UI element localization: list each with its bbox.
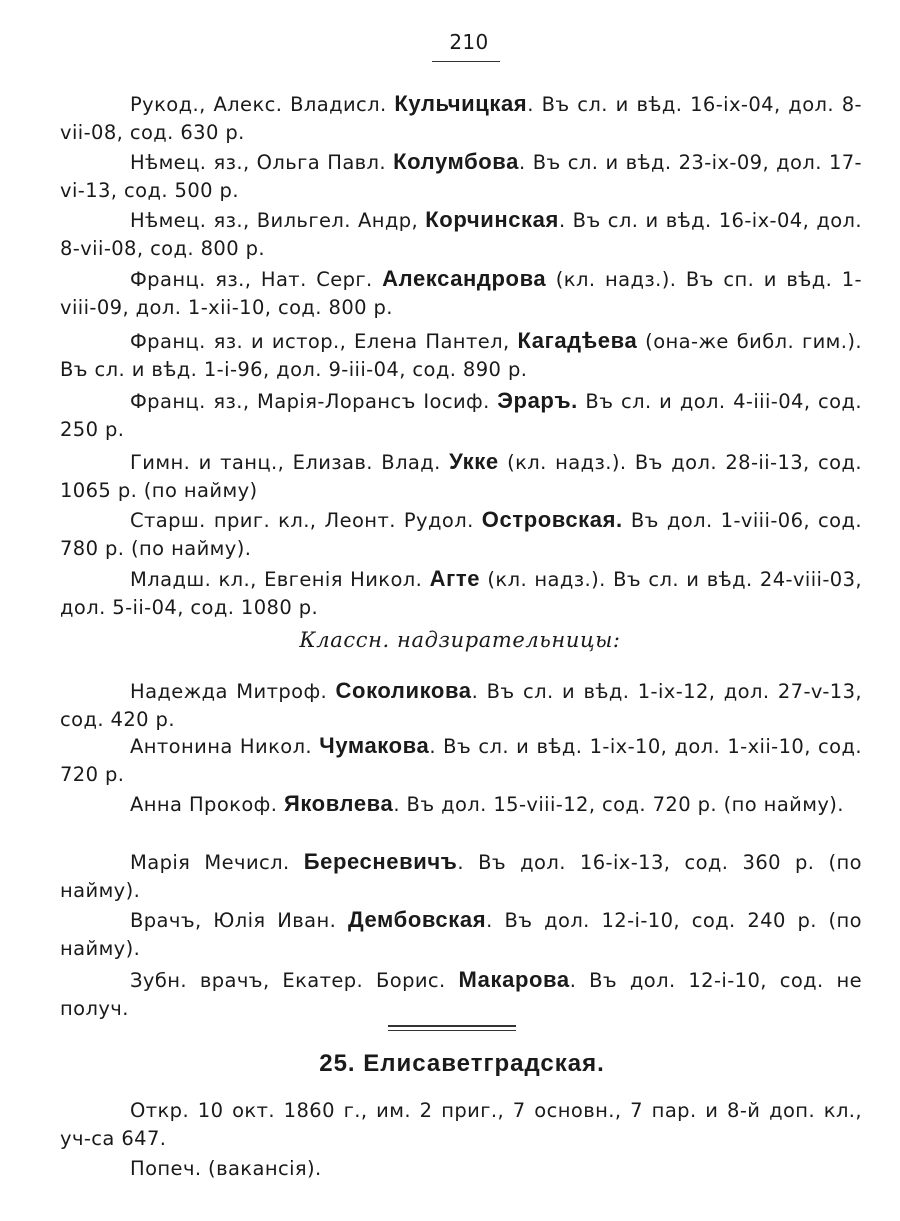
staff-entry xyxy=(60,90,862,147)
entry-surname: Корчинская xyxy=(425,207,559,232)
staff-entry xyxy=(60,565,862,622)
district-heading: 25. Елисаветградская. xyxy=(319,1050,605,1077)
entry-surname: Макарова xyxy=(458,967,570,992)
staff-entry xyxy=(60,790,862,819)
staff-entry xyxy=(60,848,862,905)
entry-surname: Укке xyxy=(449,449,499,474)
entry-role: Попеч. (вакансія). xyxy=(130,1157,322,1180)
entry-role: Младш. кл., Евгенія Никол. xyxy=(130,568,430,591)
entry-surname: Чумакова xyxy=(319,733,430,758)
entry-details: . Въ дол. 16-ix-13, сод. 360 р. (по найму). xyxy=(60,851,863,902)
entry-details: . Въ дол. 15-viii-12, сод. 720 р. (по найму). xyxy=(393,793,844,816)
entry-surname: Эраръ. xyxy=(497,388,578,413)
entry-surname: Кагадѣева xyxy=(517,328,638,353)
page-number: 210 xyxy=(449,30,489,54)
entry-surname: Яковлева xyxy=(283,791,394,816)
entry-role: Врачъ, Юлія Иван. xyxy=(130,909,348,932)
staff-entry xyxy=(60,906,862,963)
entry-details: . Въ сл. и вѣд. 23-ix-09, дол. 17-vi-13, сод. 500 р. xyxy=(60,151,862,202)
staff-entry xyxy=(60,506,862,563)
section-heading: Классн. надзирательницы: xyxy=(299,628,621,652)
entry-surname: Александрова xyxy=(382,266,547,291)
entry-role: Анна Прокоф. xyxy=(130,793,284,816)
entry-surname: Бересневичъ xyxy=(303,849,458,874)
entry-details: . Въ дол. 12-i-10, сод. 240 р. (по найму). xyxy=(60,909,863,960)
district-info xyxy=(60,1155,862,1183)
entry-role: Марія Мечисл. xyxy=(130,851,304,874)
staff-entry xyxy=(60,148,862,205)
entry-role: Рукод., Алекс. Владисл. xyxy=(130,93,395,116)
staff-entry xyxy=(60,732,862,789)
staff-entry xyxy=(60,677,862,734)
entry-surname: Колумбова xyxy=(393,149,519,174)
entry-surname: Агте xyxy=(429,566,481,591)
entry-details: . Въ сл. и вѣд. 16-ix-04, дол. 8-vii-08, сод. 630 р. xyxy=(60,93,862,144)
staff-entry xyxy=(60,265,862,322)
entry-role: Гимн. и танц., Елизав. Влад. xyxy=(130,451,450,474)
staff-entry xyxy=(60,966,862,1023)
entry-surname: Кульчицкая xyxy=(394,91,528,116)
entry-details: . Въ дол. 12-i-10, сод. не получ. xyxy=(60,969,863,1020)
entry-role: Франц. яз., Марія-Лорансъ Іосиф. xyxy=(130,390,498,413)
entry-details: (кл. надз.). Въ сп. и вѣд. 1-viii-09, дол. 1-xii-10, сод. 800 р. xyxy=(60,268,862,319)
entry-details: Въ дол. 1-viii-06, сод. 780 р. (по найму). xyxy=(60,509,862,560)
entry-role: Нѣмец. яз., Ольга Павл. xyxy=(130,151,394,174)
entry-role: Надежда Митроф. xyxy=(130,680,336,703)
entry-role: Зубн. врачъ, Екатер. Борис. xyxy=(130,969,459,992)
entry-details: Въ сл. и дол. 4-iii-04, сод. 250 р. xyxy=(60,390,862,441)
entry-details: (кл. надз.). Въ дол. 28-ii-13, сод. 1065 р. (по найму) xyxy=(60,451,862,502)
page-number-rule xyxy=(432,61,500,62)
entry-role: Антонина Никол. xyxy=(130,735,320,758)
entry-role: Франц. яз. и истор., Елена Пантел, xyxy=(130,330,518,353)
entry-role: Франц. яз., Нат. Серг. xyxy=(130,268,383,291)
district-info xyxy=(60,1097,862,1153)
entry-role: Нѣмец. яз., Вильгел. Андр, xyxy=(130,209,426,232)
entry-details: . Въ сл. и вѣд. 1-ix-12, дол. 27-v-13, сод. 420 р. xyxy=(60,680,862,731)
entry-role: Откр. 10 окт. 1860 г., им. 2 приг., 7 основн., 7 пар. и 8-й доп. кл., уч-са 647. xyxy=(60,1099,862,1150)
entry-details: . Въ сл. и вѣд. 16-ix-04, дол. 8-vii-08, сод. 800 р. xyxy=(60,209,862,260)
staff-entry xyxy=(60,448,862,505)
entry-details: (кл. надз.). Въ сл. и вѣд. 24-viii-03, дол. 5-ii-04, сод. 1080 р. xyxy=(60,568,862,619)
staff-entry xyxy=(60,327,862,384)
entry-surname: Дембовская xyxy=(347,907,487,932)
entry-details: (она-же библ. гим.). Въ сл. и вѣд. 1-i-96, дол. 9-iii-04, сод. 890 р. xyxy=(60,330,862,381)
entry-role: Старш. приг. кл., Леонт. Рудол. xyxy=(130,509,482,532)
staff-entry xyxy=(60,387,862,444)
entry-details: . Въ сл. и вѣд. 1-ix-10, дол. 1-xii-10, сод. 720 р. xyxy=(60,735,862,786)
entry-surname: Соколикова xyxy=(335,678,472,703)
staff-entry xyxy=(60,206,862,263)
section-divider xyxy=(388,1025,516,1031)
entry-surname: Островская. xyxy=(481,507,623,532)
